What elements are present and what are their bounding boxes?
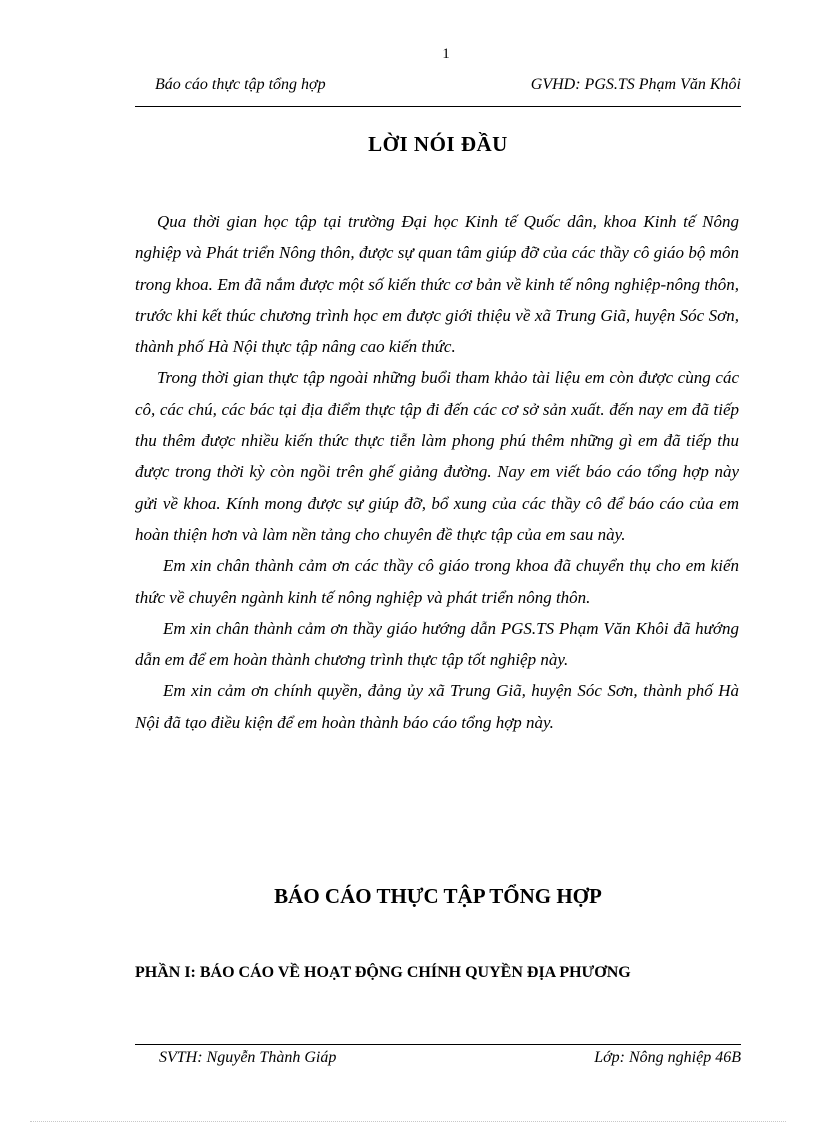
paragraph: Em xin chân thành cảm ơn thầy giáo hướng dẫn PGS.TS Phạm Văn Khôi đã hướng dẫn em để em hoàn thành chương trình thực tập tốt nghiệp này. <box>135 618 739 670</box>
footer-class: Lớp: Nông nghiệp 46B <box>594 1049 741 1066</box>
page-footer <box>135 1044 741 1071</box>
page-edge-divider <box>30 1121 786 1122</box>
document-title: LỜI NÓI ĐẦU <box>368 132 508 156</box>
part-title: PHẦN I: BÁO CÁO VỀ HOẠT ĐỘNG CHÍNH QUYỀN ĐỊA PHƯƠNG <box>135 964 631 981</box>
header-report-title: Báo cáo thực tập tổng hợp <box>155 76 326 93</box>
page-header <box>135 76 741 107</box>
paragraph: Trong thời gian thực tập ngoài những buổi tham khảo tài liệu em còn được cùng các cô, các chú, các bác tại địa điểm thực tập đi đến các cơ sở sản xuất. đến nay em đã tiếp thu thêm được nhiều kiến thức thực tiễn làm phong phú thêm những gì em đã tiếp thu được trong thời kỳ còn ngồi trên ghế giảng đường. Nay em viết báo cáo tổng hợp này gửi về khoa. Kính mong được sự giúp đỡ, bổ xung của các thầy cô để báo cáo của em hoàn thiện hơn và làm nền tảng cho chuyên đề thực tập của em sau này. <box>135 368 739 544</box>
preface-body <box>135 206 739 738</box>
paragraph: Em xin chân thành cảm ơn các thầy cô giáo trong khoa đã chuyển thụ cho em kiến thức về chuyên ngành kinh tế nông nghiệp và phát triển nông thôn. <box>135 556 739 607</box>
page-number: 1 <box>442 46 450 62</box>
header-supervisor: GVHD: PGS.TS Phạm Văn Khôi <box>530 76 741 93</box>
paragraph: Qua thời gian học tập tại trường Đại học Kinh tế Quốc dân, khoa Kinh tế Nông nghiệp và Phát triển Nông thôn, được sự quan tâm giúp đỡ của các thầy cô giáo bộ môn trong khoa. Em đã nắm được một số kiến thức cơ bản về kinh tế nông nghiệp-nông thôn, trước khi kết thúc chương trình học em được giới thiệu về xã Trung Giã, huyện Sóc Sơn, thành phố Hà Nội thực tập nâng cao kiến thức. <box>135 212 739 357</box>
section-title: BÁO CÁO THỰC TẬP TỔNG HỢP <box>274 884 602 908</box>
paragraph: Em xin cảm ơn chính quyền, đảng ủy xã Trung Giã, huyện Sóc Sơn, thành phố Hà Nội đã tạo điều kiện để em hoàn thành báo cáo tổng hợp này. <box>135 681 739 732</box>
footer-student: SVTH: Nguyễn Thành Giáp <box>159 1049 337 1066</box>
